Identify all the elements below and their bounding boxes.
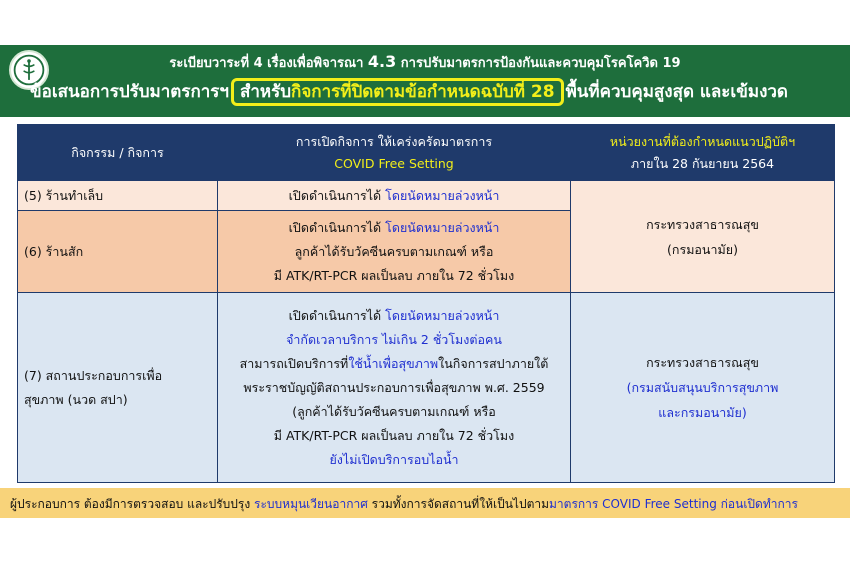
agenda-line [0, 52, 850, 73]
agency-line1: กระทรวงสาธารณสุข [646, 216, 759, 232]
footer-part1: ผู้ประกอบการ ต้องมีการตรวจสอบ และปรับปรุง [10, 497, 255, 511]
measure-cell [218, 293, 571, 483]
footer-part2: ระบบหมุนเวียนอากาศ [254, 497, 368, 511]
measure-line3: มี ATK/RT-PCR ผลเป็นลบ ภายใน 72 ชั่วโมง [273, 267, 515, 283]
measure-line7: ยังไม่เปิดบริการอบไอน้ำ [329, 451, 459, 467]
activity-line2: สุขภาพ (นวด สปา) [24, 391, 128, 407]
activity-cell: (5) ร้านทำเล็บ [18, 181, 218, 211]
measure-line6: มี ATK/RT-PCR ผลเป็นลบ ภายใน 72 ชั่วโมง [273, 427, 515, 443]
activity-cell: (6) ร้านสัก [18, 211, 218, 293]
page-title [30, 78, 788, 105]
table-row [18, 181, 835, 211]
title-box-white: สำหรับ [239, 82, 292, 102]
header-measure-line1: การเปิดกิจการ ให้เคร่งครัดมาตรการ [295, 133, 493, 149]
measure-cell [218, 181, 571, 211]
measure-line3c: ในกิจการสปาภายใต้ [438, 355, 549, 371]
measure-emphasis: โดยนัดหมายล่วงหน้า [385, 307, 500, 323]
title-suffix: พื้นที่ควบคุมสูงสุด และเข้มงวด [565, 82, 788, 102]
agency-cell [571, 293, 835, 483]
title-box-yellow: กิจการที่ปิดตามข้อกำหนดฉบับที่ 28 [291, 82, 555, 102]
measure-line2: ลูกค้าได้รับวัคซีนครบตามเกณฑ์ หรือ [294, 243, 494, 259]
measure-text: เปิดดำเนินการได้ [288, 187, 386, 203]
agency-line3: และกรมอนามัย) [658, 405, 747, 420]
agenda-prefix: ระเบียบวาระที่ 4 เรื่องเพื่อพิจารณา [169, 56, 368, 71]
measure-text: เปิดดำเนินการได้ [288, 219, 386, 235]
measure-cell [218, 211, 571, 293]
header-activity: กิจกรรม / กิจการ [18, 125, 218, 181]
activity-line1: (7) สถานประกอบการเพื่อ [24, 367, 163, 383]
agenda-suffix: การปรับมาตรการป้องกันและควบคุมโรคโควิด 19 [400, 56, 681, 71]
table-row [18, 293, 835, 483]
measure-text: เปิดดำเนินการได้ [288, 307, 386, 323]
agency-cell [571, 181, 835, 293]
measure-line3b: ใช้น้ำเพื่อสุขภาพ [348, 355, 439, 371]
header-agency-line1: หน่วยงานที่ต้องกำหนดแนวปฏิบัติฯ [609, 133, 796, 149]
footer-part3: รวมทั้งการจัดสถานที่ให้เป็นไปตาม [367, 497, 550, 511]
measure-line3a: สามารถเปิดบริการที่ [239, 355, 349, 371]
footer-note [10, 495, 798, 514]
activity-cell [18, 293, 218, 483]
header-measure [218, 125, 571, 181]
agency-line2: (กรมอนามัย) [667, 241, 738, 257]
measure-emphasis: โดยนัดหมายล่วงหน้า [385, 219, 500, 235]
measures-table [17, 124, 835, 483]
measure-emphasis: โดยนัดหมายล่วงหน้า [385, 187, 500, 203]
measure-line4: พระราชบัญญัติสถานประกอบการเพื่อสุขภาพ พ.ศ. 2559 [243, 379, 545, 395]
measure-line2: จำกัดเวลาบริการ ไม่เกิน 2 ชั่วโมงต่อคน [286, 331, 502, 347]
measure-line5: (ลูกค้าได้รับวัคซีนครบตามเกณฑ์ หรือ [292, 403, 496, 419]
footer-part4: มาตรการ COVID Free Setting ก่อนเปิดทำการ [549, 497, 798, 511]
header-measure-line2: COVID Free Setting [334, 155, 454, 171]
agency-line2: (กรมสนับสนุนบริการสุขภาพ [626, 380, 779, 395]
agency-line1: กระทรวงสาธารณสุข [646, 355, 759, 370]
title-highlight-box [231, 78, 564, 106]
header-agency [571, 125, 835, 181]
header-agency-line2: ภายใน 28 กันยายน 2564 [630, 155, 775, 171]
table-header-row [18, 125, 835, 181]
title-prefix: ข้อเสนอการปรับมาตรการฯ [30, 82, 229, 102]
agenda-number: 4.3 [367, 52, 397, 71]
